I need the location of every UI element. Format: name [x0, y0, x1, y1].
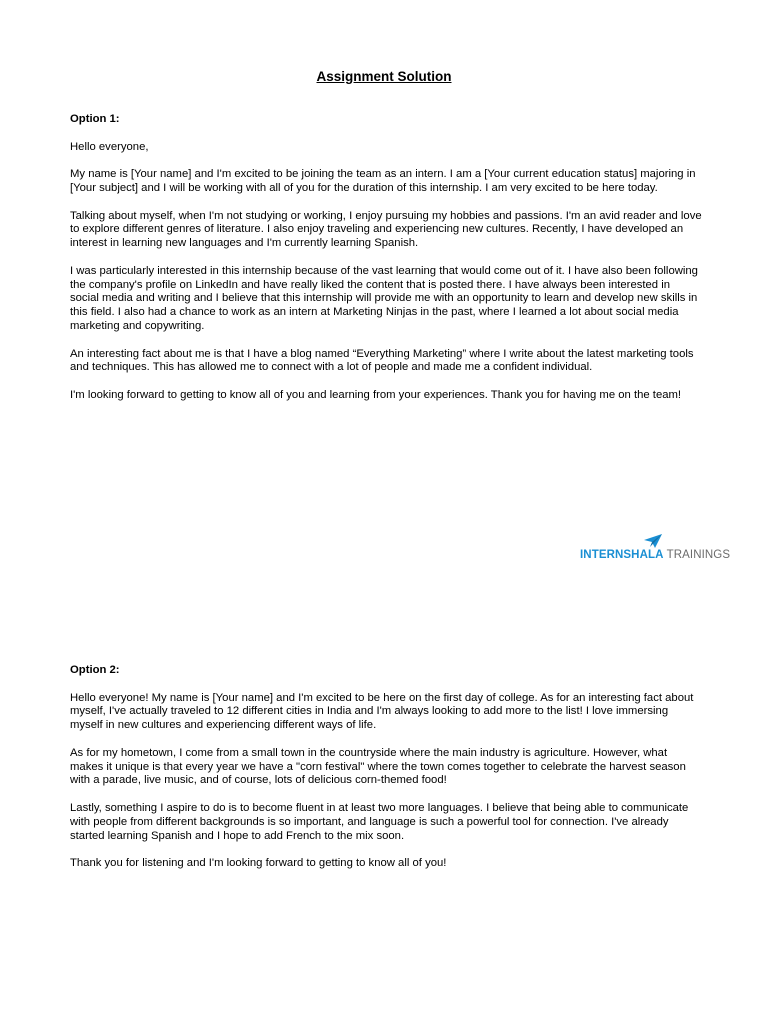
document-title: Assignment Solution — [316, 69, 452, 84]
option-1-paragraph: Hello everyone, — [70, 140, 149, 153]
option-2-paragraph: Thank you for listening and I'm looking forward to getting to know all of you! — [70, 857, 447, 870]
option-2-paragraph: Hello everyone! My name is [Your name] and I'm excited to be here on the first day of college. As for an interesting fact about myself, I've actually traveled to 12 different cities in India and I'm always looking to add more to the list! I love immersing myself in new cultures and experiencing different ways of life. — [70, 691, 694, 732]
option-1-paragraph: I was particularly interested in this internship because of the vast learning that would come out of it. I have also been following the company's profile on LinkedIn and have really liked the content that is posted there. I have always been interested in social media and writing and I believe that this internship will provide me with an opportunity to learn and develop new skills in this field. I also had a chance to work as an intern at Marketing Ninjas in the past, where I learned a lot about social media marketing and copywriting. — [70, 264, 698, 332]
option-1-heading: Option 1: — [70, 113, 120, 125]
logo-brand-text: INTERNSHALA — [580, 549, 664, 561]
option-2-section — [70, 664, 702, 885]
option-1-paragraph: Talking about myself, when I'm not studying or working, I enjoy pursuing my hobbies and passions. I'm an avid reader and love to explore different genres of literature. I also enjoy traveling and experiencing new cultures. Recently, I have developed an interest in learning new languages and I'm currently learning Spanish. — [70, 209, 702, 250]
option-2-paragraph: Lastly, something I aspire to do is to become fluent in at least two more languages. I believe that being able to communicate with people from different backgrounds is so important, and language is such a powerful tool for connection. I've already started learning Spanish and I hope to add French to the mix soon. — [70, 801, 689, 842]
option-1-paragraph: An interesting fact about me is that I have a blog named “Everything Marketing” where I write about the latest marketing tools and techniques. This has allowed me to connect with a lot of people and made me a confident individual. — [70, 347, 694, 374]
option-1-section — [70, 113, 702, 417]
paper-plane-icon — [644, 534, 662, 548]
option-2-paragraph: As for my hometown, I come from a small town in the countryside where the main industry is agriculture. However, what makes it unique is that every year we have a "corn festival" where the town comes together to celebrate the harvest season with a parade, live music, and of course, lots of delicious corn-themed food! — [70, 746, 686, 787]
option-1-paragraph: My name is [Your name] and I'm excited to be joining the team as an intern. I am a [Your current education status] majoring in [Your subject] and I will be working with all of you for the duration of this internship. I am very excited to be here today. — [70, 168, 696, 194]
option-2-heading: Option 2: — [70, 664, 120, 676]
option-1-paragraph: I'm looking forward to getting to know all of you and learning from your experiences. Thank you for having me on the team! — [70, 388, 682, 401]
internshala-trainings-logo — [580, 534, 731, 562]
logo-suffix-text: TRAININGS — [666, 549, 731, 561]
